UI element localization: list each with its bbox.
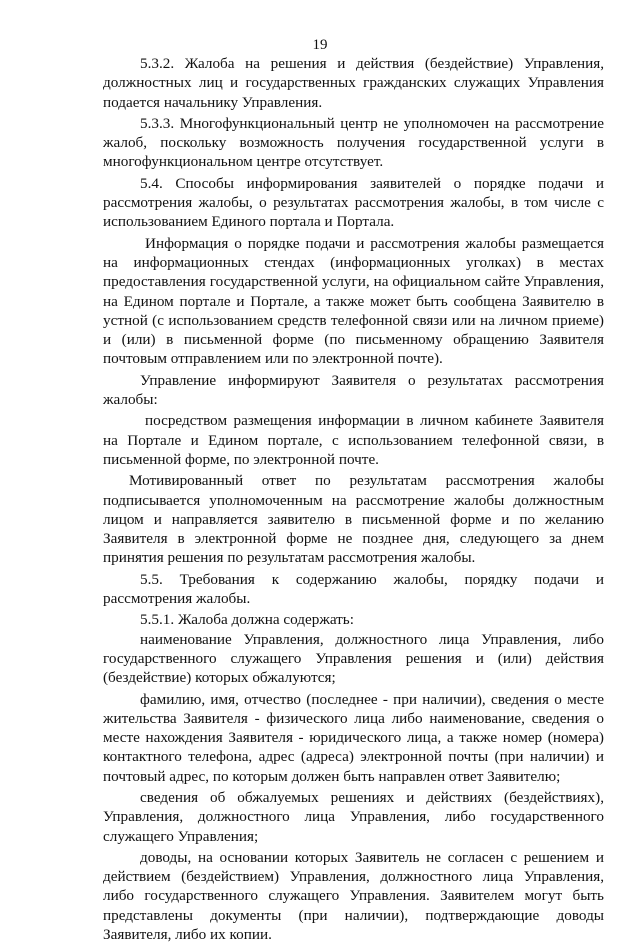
paragraph-info-placement: Информация о порядке подачи и рассмотрения жалобы размещается на информационных стендах (информационных уголках) в местах предоставления государственной услуги, на официальном сайте Управления, на Едином портале и Портале, а также может быть сообщена Заявителю в устной (с использованием средств телефонной связи или на личном приеме) и (или) в письменной форме (по письменному обращению Заявителя почтовым отправлением или по электронной почте). — [103, 234, 604, 368]
paragraph-5-5-1: 5.5.1. Жалоба должна содержать: — [140, 611, 354, 629]
document-body — [103, 54, 604, 944]
list-item-applicant-details: фамилию, имя, отчество (последнее - при наличии), сведения о месте жительства Заявителя - физического лица либо наименование, сведения о месте нахождения Заявителя - юридического лица, а также номер (номера) контактного телефона, адрес (адреса) электронной почты (при наличии) и почтовый адрес, по которым должен быть направлен ответ Заявителю; — [103, 690, 604, 785]
page-number: 19 — [312, 37, 328, 53]
list-item-naming: наименование Управления, должностного лица Управления, либо государственного служащего Управления решения и (или) действия (бездействие) которых обжалуются; — [103, 630, 604, 687]
paragraph-motivated-answer: Мотивированный ответ по результатам рассмотрения жалобы подписывается уполномоченным на рассмотрение жалобы должностным лицом и направляется заявителю в письменной форме и по желанию Заявителя в электронной форме не позднее дня, следующего за днем принятия решения по результатам рассмотрения жалобы. — [103, 472, 604, 567]
paragraph-5-4-heading: 5.4. Способы информирования заявителей о порядке подачи и рассмотрения жалобы, о результатах рассмотрения жалобы, в том числе с использованием Единого портала и Портала. — [103, 174, 604, 231]
paragraph-inform-results: Управление информируют Заявителя о результатах рассмотрения жалобы: — [103, 371, 604, 409]
paragraph-5-3-2: 5.3.2. Жалоба на решения и действия (бездействие) Управления, должностных лиц и государственных гражданских служащих Управления подается начальнику Управления. — [103, 55, 604, 111]
paragraph-inform-methods: посредством размещения информации в личном кабинете Заявителя на Портале и Едином портале, с использованием телефонной связи, в письменной форме, по электронной почте. — [103, 412, 604, 468]
paragraph-5-5-heading: 5.5. Требования к содержанию жалобы, порядку подачи и рассмотрения жалобы. — [103, 570, 604, 608]
list-item-arguments: доводы, на основании которых Заявитель не согласен с решением и действием (бездействием) Управления, должностного лица Управления, либо государственного служащего Управления. Заявителем могут быть представлены документы (при наличии), подтверждающие доводы Заявителя, либо их копии. — [103, 848, 604, 944]
paragraph-5-3-3: 5.3.3. Многофункциональный центр не уполномочен на рассмотрение жалоб, поскольку возможность получения государственной услуги в многофункциональном центре отсутствует. — [103, 114, 604, 171]
list-item-appealed-decisions: сведения об обжалуемых решениях и действиях (бездействиях), Управления, должностного лица Управления, либо государственного служащего Управления; — [103, 788, 604, 845]
